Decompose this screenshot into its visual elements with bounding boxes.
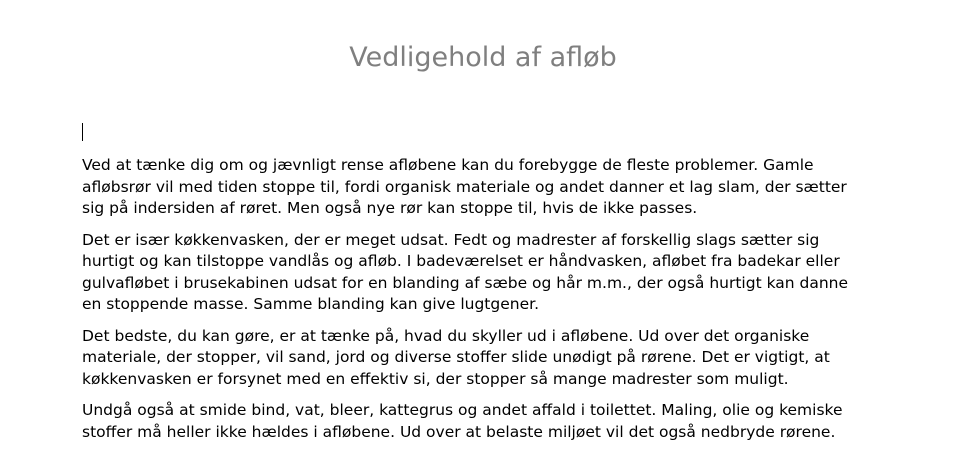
paragraph-line: Det bedste, du kan gøre, er at tænke på, hvad du skyller ud i afløbene. Ud over det organiske	[82, 326, 810, 345]
paragraph-line: gulvafløbet i brusekabinen udsat for en blanding af sæbe og hår m.m., der også hurtigt kan danne	[82, 273, 849, 292]
paragraph-line: Det er især køkkenvasken, der er meget udsat. Fedt og madrester af forskellig slags sætter sig	[82, 230, 820, 249]
paragraph-line: sig på indersiden af røret. Men også nye rør kan stoppe til, hvis de ikke passes.	[82, 199, 698, 217]
paragraph-3	[82, 326, 882, 391]
text-cursor	[82, 123, 83, 141]
paragraph-line: hurtigt og kan tilstoppe vandlås og afløb. I badeværelset er håndvasken, afløbet fra badekar eller	[82, 252, 840, 270]
document-body[interactable]	[82, 155, 882, 453]
paragraph-line: Undgå også at smide bind, vat, bleer, kattegrus og andet affald i toilettet. Maling, olie og kemiske	[82, 401, 843, 419]
paragraph-4	[82, 400, 882, 443]
paragraph-line: materiale, der stopper, vil sand, jord og diverse stoffer slide unødigt på rørene. Det er vigtigt, at	[82, 348, 830, 366]
paragraph-line: Ved at tænke dig om og jævnligt rense afløbene kan du forebygge de fleste problemer. Gamle	[82, 156, 814, 174]
paragraph-line: afløbsrør vil med tiden stoppe til, fordi organisk materiale og andet danner et lag slam, der sætter	[82, 177, 847, 196]
paragraph-1	[82, 155, 882, 220]
paragraph-2	[82, 230, 882, 316]
document-title: Vedligehold af afløb	[349, 42, 617, 73]
paragraph-line: en stoppende masse. Samme blanding kan give lugtgener.	[82, 295, 539, 313]
paragraph-line: køkkenvasken er forsynet med en effektiv si, der stopper så mange madrester som muligt.	[82, 369, 789, 388]
paragraph-line: stoffer må heller ikke hældes i afløbene. Ud over at belaste miljøet vil det også nedbryde rørene.	[82, 422, 836, 441]
